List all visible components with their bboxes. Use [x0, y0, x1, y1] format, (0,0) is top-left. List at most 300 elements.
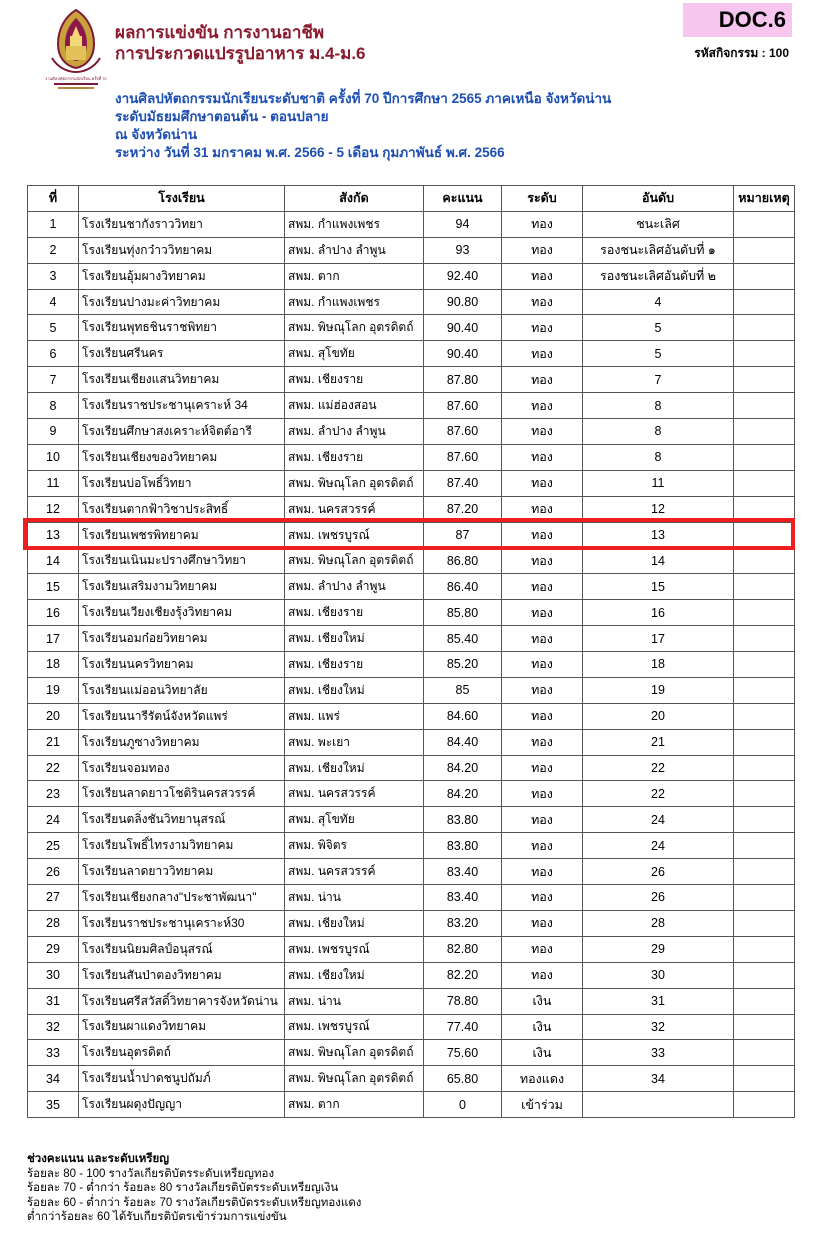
cell-no: 34 [28, 1066, 79, 1092]
cell-rank: รองชนะเลิศอันดับที่ ๒ [583, 263, 734, 289]
cell-school: โรงเรียนอมก๋อยวิทยาคม [79, 626, 285, 652]
cell-school: โรงเรียนเชียงกลาง"ประชาพัฒนา" [79, 885, 285, 911]
cell-no: 22 [28, 755, 79, 781]
table-row [28, 263, 795, 289]
legend-heading: ช่วงคะแนน และระดับเหรียญ [27, 1153, 170, 1165]
cell-level: ทอง [502, 677, 583, 703]
cell-note [734, 393, 795, 419]
event-line-3: ณ จังหวัดน่าน [115, 127, 198, 142]
cell-school: โรงเรียนนารีรัตน์จังหวัดแพร่ [79, 703, 285, 729]
cell-no: 23 [28, 781, 79, 807]
table-row [28, 988, 795, 1014]
cell-no: 14 [28, 548, 79, 574]
cell-affiliation: สพม. เพชรบูรณ์ [285, 1014, 424, 1040]
cell-rank: 22 [583, 755, 734, 781]
cell-level: ทอง [502, 367, 583, 393]
cell-affiliation: สพม. นครสวรรค์ [285, 496, 424, 522]
cell-score: 65.80 [424, 1066, 502, 1092]
cell-affiliation: สพม. สุโขทัย [285, 807, 424, 833]
cell-score: 87 [424, 522, 502, 548]
cell-level: ทอง [502, 393, 583, 419]
cell-no: 8 [28, 393, 79, 419]
cell-note [734, 833, 795, 859]
cell-no: 2 [28, 237, 79, 263]
cell-no: 32 [28, 1014, 79, 1040]
table-row [28, 211, 795, 237]
cell-school: โรงเรียนเพชรพิทยาคม [79, 522, 285, 548]
cell-rank: 29 [583, 936, 734, 962]
cell-no: 3 [28, 263, 79, 289]
cell-level: ทอง [502, 859, 583, 885]
activity-code: รหัสกิจกรรม : 100 [694, 46, 789, 60]
table-row [28, 626, 795, 652]
cell-school: โรงเรียนสันป่าตองวิทยาคม [79, 962, 285, 988]
cell-affiliation: สพม. เชียงใหม่ [285, 626, 424, 652]
cell-score: 0 [424, 1092, 502, 1118]
cell-no: 5 [28, 315, 79, 341]
cell-note [734, 600, 795, 626]
cell-no: 26 [28, 859, 79, 885]
cell-score: 83.40 [424, 885, 502, 911]
cell-school: โรงเรียนผาแดงวิทยาคม [79, 1014, 285, 1040]
cell-school: โรงเรียนผดุงปัญญา [79, 1092, 285, 1118]
table-row [28, 289, 795, 315]
cell-rank: 19 [583, 677, 734, 703]
cell-rank: 8 [583, 444, 734, 470]
cell-score: 85 [424, 677, 502, 703]
cell-note [734, 729, 795, 755]
cell-affiliation: สพม. กำแพงเพชร [285, 289, 424, 315]
table-row [28, 496, 795, 522]
cell-note [734, 988, 795, 1014]
cell-score: 83.80 [424, 833, 502, 859]
cell-score: 87.60 [424, 419, 502, 445]
table-row [28, 470, 795, 496]
cell-level: ทอง [502, 729, 583, 755]
table-row [28, 755, 795, 781]
event-line-2: ระดับมัธยมศึกษาตอนต้น - ตอนปลาย [115, 109, 329, 124]
cell-no: 10 [28, 444, 79, 470]
cell-affiliation: สพม. พิษณุโลก อุตรดิตถ์ [285, 1066, 424, 1092]
cell-note [734, 367, 795, 393]
table-row [28, 677, 795, 703]
cell-affiliation: สพม. นครสวรรค์ [285, 781, 424, 807]
cell-no: 27 [28, 885, 79, 911]
cell-rank: 28 [583, 910, 734, 936]
table-row [28, 936, 795, 962]
cell-note [734, 677, 795, 703]
cell-affiliation: สพม. พิษณุโลก อุตรดิตถ์ [285, 548, 424, 574]
column-header-school: โรงเรียน [79, 186, 285, 212]
cell-score: 82.80 [424, 936, 502, 962]
cell-score: 92.40 [424, 263, 502, 289]
cell-rank: 26 [583, 885, 734, 911]
legend-line-participation: ต่ำกว่าร้อยละ 60 ได้รับเกียรติบัตรเข้าร่วมการแข่งขัน [27, 1211, 287, 1223]
event-logo [44, 6, 108, 92]
cell-score: 83.80 [424, 807, 502, 833]
cell-rank: 5 [583, 341, 734, 367]
cell-affiliation: สพม. สุโขทัย [285, 341, 424, 367]
cell-affiliation: สพม. เชียงใหม่ [285, 677, 424, 703]
cell-school: โรงเรียนโพธิ์ไทรงามวิทยาคม [79, 833, 285, 859]
title-line-1: ผลการแข่งขัน การงานอาชีพ [115, 23, 325, 42]
cell-score: 90.40 [424, 315, 502, 341]
cell-level: ทอง [502, 781, 583, 807]
cell-note [734, 263, 795, 289]
cell-school: โรงเรียนชากังราววิทยา [79, 211, 285, 237]
cell-school: โรงเรียนทุ่งกว๋าววิทยาคม [79, 237, 285, 263]
column-header-note: หมายเหตุ [734, 186, 795, 212]
event-info [115, 90, 611, 162]
cell-school: โรงเรียนอุ้มผางวิทยาคม [79, 263, 285, 289]
cell-no: 35 [28, 1092, 79, 1118]
table-row [28, 910, 795, 936]
cell-affiliation: สพม. พิษณุโลก อุตรดิตถ์ [285, 470, 424, 496]
table-row [28, 522, 795, 548]
cell-score: 87.40 [424, 470, 502, 496]
cell-rank: 13 [583, 522, 734, 548]
cell-school: โรงเรียนราชประชานุเคราะห์ 34 [79, 393, 285, 419]
cell-school: โรงเรียนเชียงแสนวิทยาคม [79, 367, 285, 393]
cell-note [734, 652, 795, 678]
cell-rank: 7 [583, 367, 734, 393]
cell-rank: 18 [583, 652, 734, 678]
cell-score: 87.80 [424, 367, 502, 393]
cell-rank: 8 [583, 393, 734, 419]
cell-school: โรงเรียนเสริมงามวิทยาคม [79, 574, 285, 600]
cell-rank: 24 [583, 807, 734, 833]
table-row [28, 703, 795, 729]
cell-note [734, 1066, 795, 1092]
page-title [115, 22, 366, 64]
cell-level: ทอง [502, 833, 583, 859]
table-row [28, 574, 795, 600]
cell-level: ทอง [502, 211, 583, 237]
cell-school: โรงเรียนตลิ่งชันวิทยานุสรณ์ [79, 807, 285, 833]
cell-level: ทอง [502, 755, 583, 781]
cell-school: โรงเรียนเวียงเชียงรุ้งวิทยาคม [79, 600, 285, 626]
cell-score: 77.40 [424, 1014, 502, 1040]
cell-no: 18 [28, 652, 79, 678]
event-line-4: ระหว่าง วันที่ 31 มกราคม พ.ศ. 2566 - 5 เดือน กุมภาพันธ์ พ.ศ. 2566 [115, 145, 505, 160]
cell-rank: 34 [583, 1066, 734, 1092]
cell-level: ทอง [502, 496, 583, 522]
cell-rank: 26 [583, 859, 734, 885]
cell-no: 31 [28, 988, 79, 1014]
cell-no: 19 [28, 677, 79, 703]
cell-school: โรงเรียนตากฟ้าวิชาประสิทธิ์ [79, 496, 285, 522]
cell-level: ทอง [502, 652, 583, 678]
cell-note [734, 885, 795, 911]
cell-level: เงิน [502, 1014, 583, 1040]
cell-no: 33 [28, 1040, 79, 1066]
cell-score: 90.80 [424, 289, 502, 315]
cell-note [734, 237, 795, 263]
cell-score: 85.20 [424, 652, 502, 678]
cell-rank: 11 [583, 470, 734, 496]
cell-level: ทอง [502, 470, 583, 496]
cell-note [734, 936, 795, 962]
cell-school: โรงเรียนแม่ออนวิทยาลัย [79, 677, 285, 703]
cell-affiliation: สพม. เชียงใหม่ [285, 755, 424, 781]
table-row [28, 1040, 795, 1066]
cell-score: 90.40 [424, 341, 502, 367]
cell-note [734, 315, 795, 341]
table-header-row [28, 186, 795, 212]
cell-rank: ชนะเลิศ [583, 211, 734, 237]
cell-school: โรงเรียนเชียงของวิทยาคม [79, 444, 285, 470]
cell-note [734, 962, 795, 988]
cell-rank: 8 [583, 419, 734, 445]
table-row [28, 807, 795, 833]
cell-level: เงิน [502, 1040, 583, 1066]
cell-rank: 24 [583, 833, 734, 859]
cell-affiliation: สพม. แพร่ [285, 703, 424, 729]
cell-score: 78.80 [424, 988, 502, 1014]
table-row [28, 444, 795, 470]
cell-school: โรงเรียนบ่อโพธิ์วิทยา [79, 470, 285, 496]
legend-line-silver: ร้อยละ 70 - ต่ำกว่า ร้อยละ 80 รางวัลเกียรติบัตรระดับเหรียญเงิน [27, 1182, 339, 1194]
cell-no: 4 [28, 289, 79, 315]
cell-note [734, 807, 795, 833]
cell-school: โรงเรียนพุทธชินราชพิทยา [79, 315, 285, 341]
doc-badge: DOC.6 [683, 3, 792, 37]
cell-affiliation: สพม. ตาก [285, 263, 424, 289]
cell-note [734, 910, 795, 936]
table-row [28, 652, 795, 678]
table-row [28, 393, 795, 419]
cell-affiliation: สพม. พิษณุโลก อุตรดิตถ์ [285, 1040, 424, 1066]
table-row [28, 1014, 795, 1040]
cell-note [734, 1092, 795, 1118]
cell-note [734, 522, 795, 548]
cell-school: โรงเรียนน้ำปาดชนูปถัมภ์ [79, 1066, 285, 1092]
cell-note [734, 755, 795, 781]
cell-level: ทอง [502, 444, 583, 470]
cell-no: 25 [28, 833, 79, 859]
cell-no: 20 [28, 703, 79, 729]
cell-level: ทอง [502, 237, 583, 263]
cell-level: ทอง [502, 936, 583, 962]
cell-school: โรงเรียนภูซางวิทยาคม [79, 729, 285, 755]
cell-affiliation: สพม. พิษณุโลก อุตรดิตถ์ [285, 315, 424, 341]
cell-score: 84.20 [424, 781, 502, 807]
cell-school: โรงเรียนศรีสวัสดิ์วิทยาคารจังหวัดน่าน [79, 988, 285, 1014]
cell-level: ทอง [502, 574, 583, 600]
column-header-no: ที่ [28, 186, 79, 212]
cell-score: 93 [424, 237, 502, 263]
cell-no: 1 [28, 211, 79, 237]
cell-rank: รองชนะเลิศอันดับที่ ๑ [583, 237, 734, 263]
cell-score: 84.60 [424, 703, 502, 729]
cell-school: โรงเรียนอุตรดิตถ์ [79, 1040, 285, 1066]
cell-level: ทอง [502, 807, 583, 833]
cell-note [734, 859, 795, 885]
table-row [28, 962, 795, 988]
title-line-2: การประกวดแปรรูปอาหาร ม.4-ม.6 [115, 44, 366, 63]
cell-level: ทอง [502, 315, 583, 341]
cell-no: 16 [28, 600, 79, 626]
cell-no: 29 [28, 936, 79, 962]
cell-affiliation: สพม. น่าน [285, 988, 424, 1014]
table-row [28, 315, 795, 341]
cell-level: ทอง [502, 962, 583, 988]
cell-note [734, 548, 795, 574]
cell-affiliation: สพม. เชียงราย [285, 444, 424, 470]
table-row [28, 833, 795, 859]
cell-level: ทอง [502, 289, 583, 315]
cell-rank: 20 [583, 703, 734, 729]
table-row [28, 859, 795, 885]
cell-note [734, 444, 795, 470]
table-row [28, 781, 795, 807]
cell-school: โรงเรียนลาดยาววิทยาคม [79, 859, 285, 885]
event-line-1: งานศิลปหัตถกรรมนักเรียนระดับชาติ ครั้งที่ 70 ปีการศึกษา 2565 ภาคเหนือ จังหวัดน่าน [115, 91, 612, 106]
cell-score: 86.80 [424, 548, 502, 574]
cell-no: 28 [28, 910, 79, 936]
cell-rank: 32 [583, 1014, 734, 1040]
cell-rank: 5 [583, 315, 734, 341]
cell-affiliation: สพม. พิจิตร [285, 833, 424, 859]
table-row [28, 237, 795, 263]
cell-score: 84.20 [424, 755, 502, 781]
table-row [28, 1066, 795, 1092]
cell-school: โรงเรียนศึกษาสงเคราะห์จิตต์อารี [79, 419, 285, 445]
cell-level: ทอง [502, 626, 583, 652]
cell-affiliation: สพม. เชียงราย [285, 652, 424, 678]
table-row [28, 341, 795, 367]
cell-affiliation: สพม. แม่ฮ่องสอน [285, 393, 424, 419]
cell-note [734, 626, 795, 652]
cell-note [734, 496, 795, 522]
cell-no: 15 [28, 574, 79, 600]
cell-no: 7 [28, 367, 79, 393]
cell-affiliation: สพม. กำแพงเพชร [285, 211, 424, 237]
logo-caption: งานศิลปหัตถกรรมนักเรียน ครั้งที่ 70 [45, 76, 107, 81]
cell-no: 12 [28, 496, 79, 522]
table-row [28, 885, 795, 911]
cell-note [734, 703, 795, 729]
cell-school: โรงเรียนเนินมะปรางศึกษาวิทยา [79, 548, 285, 574]
cell-note [734, 341, 795, 367]
cell-note [734, 1014, 795, 1040]
cell-level: เข้าร่วม [502, 1092, 583, 1118]
table-row [28, 600, 795, 626]
cell-no: 11 [28, 470, 79, 496]
cell-score: 83.40 [424, 859, 502, 885]
cell-school: โรงเรียนลาดยาวโชติรินครสวรรค์ [79, 781, 285, 807]
cell-note [734, 574, 795, 600]
cell-affiliation: สพม. ลำปาง ลำพูน [285, 237, 424, 263]
cell-rank [583, 1092, 734, 1118]
cell-affiliation: สพม. น่าน [285, 885, 424, 911]
cell-school: โรงเรียนจอมทอง [79, 755, 285, 781]
cell-affiliation: สพม. เชียงราย [285, 367, 424, 393]
cell-no: 9 [28, 419, 79, 445]
cell-rank: 14 [583, 548, 734, 574]
cell-level: ทอง [502, 885, 583, 911]
cell-score: 83.20 [424, 910, 502, 936]
column-header-affiliation: สังกัด [285, 186, 424, 212]
cell-level: ทอง [502, 910, 583, 936]
cell-affiliation: สพม. ตาก [285, 1092, 424, 1118]
cell-school: โรงเรียนปางมะค่าวิทยาคม [79, 289, 285, 315]
cell-affiliation: สพม. เชียงใหม่ [285, 910, 424, 936]
cell-rank: 4 [583, 289, 734, 315]
cell-score: 84.40 [424, 729, 502, 755]
cell-level: ทอง [502, 703, 583, 729]
cell-level: ทอง [502, 600, 583, 626]
cell-no: 21 [28, 729, 79, 755]
cell-score: 86.40 [424, 574, 502, 600]
cell-score: 87.20 [424, 496, 502, 522]
cell-affiliation: สพม. เชียงราย [285, 600, 424, 626]
cell-rank: 17 [583, 626, 734, 652]
cell-no: 30 [28, 962, 79, 988]
cell-school: โรงเรียนนครวิทยาคม [79, 652, 285, 678]
results-body [28, 211, 795, 1117]
cell-level: เงิน [502, 988, 583, 1014]
cell-rank: 22 [583, 781, 734, 807]
cell-note [734, 419, 795, 445]
cell-level: ทองแดง [502, 1066, 583, 1092]
table-row [28, 419, 795, 445]
cell-no: 24 [28, 807, 79, 833]
cell-level: ทอง [502, 522, 583, 548]
cell-rank: 12 [583, 496, 734, 522]
cell-rank: 21 [583, 729, 734, 755]
cell-level: ทอง [502, 419, 583, 445]
cell-affiliation: สพม. เพชรบูรณ์ [285, 936, 424, 962]
cell-score: 87.60 [424, 393, 502, 419]
cell-affiliation: สพม. พะเยา [285, 729, 424, 755]
legend-line-gold: ร้อยละ 80 - 100 รางวัลเกียรติบัตรระดับเหรียญทอง [27, 1167, 275, 1180]
column-header-rank: อันดับ [583, 186, 734, 212]
cell-rank: 30 [583, 962, 734, 988]
cell-level: ทอง [502, 263, 583, 289]
legend-line-bronze: ร้อยละ 60 - ต่ำกว่า ร้อยละ 70 รางวัลเกียรติบัตรระดับเหรียญทองแดง [27, 1196, 362, 1209]
cell-note [734, 211, 795, 237]
cell-rank: 31 [583, 988, 734, 1014]
cell-score: 82.20 [424, 962, 502, 988]
cell-note [734, 470, 795, 496]
cell-level: ทอง [502, 341, 583, 367]
cell-score: 75.60 [424, 1040, 502, 1066]
cell-no: 6 [28, 341, 79, 367]
table-row [28, 1092, 795, 1118]
cell-level: ทอง [502, 548, 583, 574]
table-row [28, 548, 795, 574]
column-header-score: คะแนน [424, 186, 502, 212]
cell-affiliation: สพม. นครสวรรค์ [285, 859, 424, 885]
cell-note [734, 1040, 795, 1066]
cell-affiliation: สพม. ลำปาง ลำพูน [285, 419, 424, 445]
cell-school: โรงเรียนนิยมศิลป์อนุสรณ์ [79, 936, 285, 962]
cell-score: 94 [424, 211, 502, 237]
cell-affiliation: สพม. ลำปาง ลำพูน [285, 574, 424, 600]
cell-rank: 15 [583, 574, 734, 600]
cell-score: 85.80 [424, 600, 502, 626]
cell-school: โรงเรียนศรีนคร [79, 341, 285, 367]
cell-note [734, 781, 795, 807]
cell-rank: 16 [583, 600, 734, 626]
cell-score: 87.60 [424, 444, 502, 470]
table-row [28, 367, 795, 393]
cell-score: 85.40 [424, 626, 502, 652]
cell-affiliation: สพม. เพชรบูรณ์ [285, 522, 424, 548]
cell-rank: 33 [583, 1040, 734, 1066]
score-legend [27, 1152, 361, 1225]
